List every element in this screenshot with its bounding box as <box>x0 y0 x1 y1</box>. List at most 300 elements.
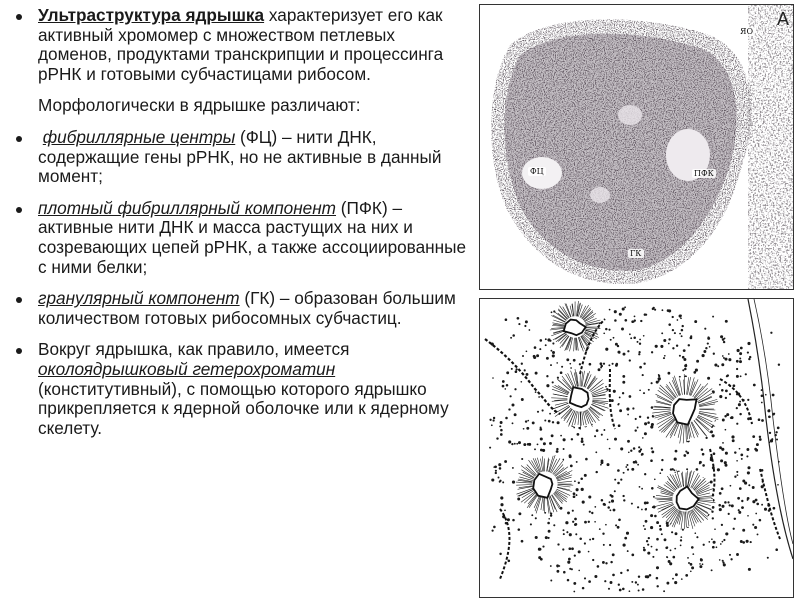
granule-dot <box>717 365 719 367</box>
granule-dot <box>692 553 694 555</box>
granule-dot <box>748 484 750 486</box>
granule-dot <box>608 329 610 331</box>
heterochromatin-thread <box>720 379 752 424</box>
text-column <box>14 6 472 450</box>
granule-dot <box>713 452 716 455</box>
granule-dot <box>631 581 633 583</box>
granule-dot <box>489 419 491 421</box>
granule-dot <box>747 499 749 501</box>
granule-dot <box>642 588 645 591</box>
granule-dot <box>556 450 559 453</box>
schematic-figure <box>479 298 794 598</box>
granule-dot <box>728 358 731 361</box>
granule-dot <box>776 438 778 440</box>
granule-dot <box>614 319 617 322</box>
granule-dot <box>588 580 591 583</box>
granule-dot <box>675 450 678 453</box>
granule-dot <box>560 371 563 374</box>
granule-dot <box>591 512 593 514</box>
granule-dot <box>635 429 637 431</box>
granule-dot <box>759 438 762 441</box>
granule-dot <box>658 374 660 376</box>
granule-dot <box>605 562 607 564</box>
granule-dot <box>644 528 646 530</box>
granule-dot <box>525 320 528 323</box>
granule-dot <box>540 437 543 440</box>
granule-dot <box>668 309 671 312</box>
granule-dot <box>639 339 641 341</box>
intro-title: Ультраструктура ядрышка <box>38 5 265 25</box>
granule-dot <box>599 528 601 530</box>
granule-dot <box>738 403 741 406</box>
granule-dot <box>499 553 501 555</box>
granule-dot <box>742 480 745 483</box>
granule-dot <box>512 334 515 337</box>
granule-dot <box>570 465 573 468</box>
granule-dot <box>618 403 620 405</box>
granule-dot <box>737 474 739 476</box>
granule-dot <box>511 403 514 406</box>
granule-dot <box>617 526 620 529</box>
granule-dot <box>690 337 693 340</box>
granule-dot <box>644 422 647 425</box>
granule-dot <box>634 316 636 318</box>
granule-dot <box>570 367 572 369</box>
granule-dot <box>571 438 573 440</box>
granule-dot <box>668 343 670 345</box>
granule-dot <box>527 420 529 422</box>
granule-dot <box>683 454 686 457</box>
granule-dot <box>603 544 605 546</box>
granule-dot <box>640 320 642 322</box>
granule-dot <box>719 559 721 561</box>
granule-dot <box>492 377 494 379</box>
paragraph-morph <box>14 96 472 116</box>
granule-dot <box>665 546 668 549</box>
granule-dot <box>629 395 632 398</box>
granule-dot <box>629 590 631 592</box>
granule-dot <box>663 339 666 342</box>
granule-dot <box>537 411 539 413</box>
granule-dot <box>686 468 688 470</box>
granule-dot <box>747 352 749 354</box>
granule-dot <box>523 443 526 446</box>
fc-text: (ФЦ) – нити ДНК, содержащие гены рРНК, но не активные в данный момент; <box>38 126 442 187</box>
granule-dot <box>721 363 724 366</box>
granule-dot <box>526 373 529 376</box>
granule-dot <box>759 436 761 438</box>
granule-dot <box>641 488 643 490</box>
granule-dot <box>639 416 641 418</box>
granule-dot <box>582 587 585 590</box>
granule-dot <box>550 580 552 582</box>
granule-dot <box>493 526 496 529</box>
granule-dot <box>656 566 659 569</box>
granule-dot <box>648 389 650 391</box>
granule-dot <box>705 347 707 349</box>
granule-dot <box>624 319 627 322</box>
granule-dot <box>725 452 728 455</box>
granule-dot <box>534 448 536 450</box>
granule-dot <box>569 363 571 365</box>
granule-dot <box>755 499 758 502</box>
granule-dot <box>617 345 619 347</box>
granule-dot <box>610 561 612 563</box>
granule-dot <box>668 338 670 340</box>
granule-dot <box>629 359 631 361</box>
granule-dot <box>563 571 566 574</box>
granule-dot <box>727 374 729 376</box>
granule-dot <box>720 459 723 462</box>
granule-dot <box>557 421 560 424</box>
granule-dot <box>639 366 642 369</box>
granule-dot <box>768 409 770 411</box>
granule-dot <box>605 524 607 526</box>
granule-dot <box>623 544 626 547</box>
granule-dot <box>546 357 549 360</box>
granule-dot <box>778 461 780 463</box>
granule-dot <box>722 355 724 357</box>
granule-dot <box>540 426 542 428</box>
granule-dot <box>682 356 685 359</box>
granule-dot <box>752 435 755 438</box>
granule-dot <box>499 425 501 427</box>
granule-dot <box>609 501 611 503</box>
granule-dot <box>584 521 587 524</box>
granule-dot <box>550 565 552 567</box>
granule-dot <box>643 549 646 552</box>
granule-dot <box>518 323 520 325</box>
granule-dot <box>737 349 740 352</box>
granule-dot <box>603 363 605 365</box>
granule-dot <box>569 533 572 536</box>
granule-dot <box>711 538 713 540</box>
granule-dot <box>690 563 693 566</box>
morph-intro: Морфологически в ядрышке различают: <box>38 95 361 116</box>
granule-dot <box>589 539 591 541</box>
granule-dot <box>712 517 714 519</box>
granule-dot <box>736 407 738 409</box>
granule-dot <box>594 575 597 578</box>
granule-dot <box>588 521 590 523</box>
schematic-image <box>480 299 793 597</box>
granule-dot <box>659 472 661 474</box>
granule-dot <box>609 494 611 496</box>
granule-dot <box>754 448 757 451</box>
granule-dot <box>724 358 727 361</box>
granule-dot <box>741 458 743 460</box>
granule-dot <box>685 574 688 577</box>
granule-dot <box>612 553 615 556</box>
granule-dot <box>747 342 750 345</box>
granule-dot <box>581 440 584 443</box>
granule-dot <box>540 449 543 452</box>
granule-dot <box>643 392 645 394</box>
granule-dot <box>729 554 731 556</box>
granule-dot <box>524 325 526 327</box>
granule-dot <box>677 319 679 321</box>
granule-dot <box>664 538 667 541</box>
granule-dot <box>499 467 502 470</box>
granule-dot <box>630 337 632 339</box>
granule-dot <box>506 384 509 387</box>
granule-dot <box>511 368 513 370</box>
granule-dot <box>567 511 570 514</box>
granule-dot <box>556 564 559 567</box>
granule-dot <box>580 477 583 480</box>
granule-dot <box>638 351 640 353</box>
granule-dot <box>688 562 690 564</box>
granule-dot <box>493 417 495 419</box>
granule-dot <box>500 496 503 499</box>
granule-dot <box>638 575 640 577</box>
granule-dot <box>721 524 723 526</box>
granule-dot <box>516 368 518 370</box>
granule-dot <box>645 314 647 316</box>
granule-dot <box>588 551 590 553</box>
granule-dot <box>615 524 617 526</box>
granule-dot <box>718 504 721 507</box>
granule-dot <box>638 590 640 592</box>
granule-dot <box>656 585 658 587</box>
granule-dot <box>504 460 507 463</box>
granule-dot <box>627 469 629 471</box>
granule-dot <box>546 375 548 377</box>
granule-dot <box>724 415 726 417</box>
granule-dot <box>719 384 721 386</box>
granule-dot <box>573 359 576 362</box>
granule-dot <box>650 425 653 428</box>
granule-dot <box>517 498 520 501</box>
granule-dot <box>659 528 662 531</box>
granule-dot <box>510 395 512 397</box>
granule-dot <box>777 427 780 430</box>
granule-dot <box>521 540 524 543</box>
granule-dot <box>664 355 666 357</box>
granule-dot <box>681 578 683 580</box>
granule-dot <box>769 442 771 444</box>
granule-dot <box>499 481 501 483</box>
granule-dot <box>547 338 550 341</box>
granule-dot <box>713 541 716 544</box>
granule-dot <box>607 506 610 509</box>
granule-dot <box>722 560 724 562</box>
granule-dot <box>508 408 510 410</box>
granule-dot <box>737 497 740 500</box>
granule-dot <box>747 399 749 401</box>
granule-dot <box>521 363 523 365</box>
granule-dot <box>506 371 509 374</box>
granule-dot <box>754 526 757 529</box>
granule-dot <box>661 459 663 461</box>
granule-dot <box>627 569 629 571</box>
granule-dot <box>529 329 531 331</box>
granule-dot <box>740 540 743 543</box>
granule-dot <box>621 328 624 331</box>
granule-dot <box>638 446 640 448</box>
granule-dot <box>699 563 701 565</box>
granule-dot <box>576 461 578 463</box>
granule-dot <box>622 495 624 497</box>
granule-dot <box>553 524 555 526</box>
granule-dot <box>614 438 617 441</box>
granule-dot <box>722 442 724 444</box>
granule-dot <box>668 323 671 326</box>
granule-dot <box>521 398 524 401</box>
granule-dot <box>526 427 529 430</box>
granule-dot <box>747 471 750 474</box>
granule-dot <box>668 560 671 563</box>
granule-dot <box>761 504 763 506</box>
granule-dot <box>523 428 525 430</box>
granule-dot <box>618 518 621 521</box>
granule-dot <box>498 463 501 466</box>
granule-dot <box>642 374 644 376</box>
granule-dot <box>656 549 658 551</box>
granule-dot <box>572 510 574 512</box>
granule-dot <box>775 548 778 551</box>
fibrillar-center <box>516 455 573 514</box>
granule-dot <box>495 470 497 472</box>
granule-dot <box>708 541 710 543</box>
granule-dot <box>752 524 754 526</box>
granule-dot <box>720 543 722 545</box>
granule-dot <box>510 337 512 339</box>
granule-dot <box>637 427 639 429</box>
granule-dot <box>656 577 659 580</box>
granule-dot <box>547 522 550 525</box>
granule-dot <box>573 582 576 585</box>
granule-dot <box>765 394 767 396</box>
granule-dot <box>645 520 648 523</box>
granule-dot <box>568 547 571 550</box>
granule-dot <box>661 332 663 334</box>
granule-dot <box>601 434 603 436</box>
granule-dot <box>681 335 683 337</box>
granule-dot <box>705 437 707 439</box>
granule-dot <box>739 360 742 363</box>
granule-dot <box>730 558 732 560</box>
granule-dot <box>648 537 650 539</box>
granule-dot <box>680 315 682 317</box>
granule-dot <box>711 511 713 513</box>
granule-dot <box>635 418 637 420</box>
granule-dot <box>602 532 604 534</box>
granule-dot <box>637 506 639 508</box>
granule-dot <box>551 311 553 313</box>
granule-dot <box>714 528 716 530</box>
granule-dot <box>702 563 704 565</box>
granule-dot <box>756 443 759 446</box>
granule-dot <box>505 417 508 420</box>
granule-dot <box>611 500 614 503</box>
granule-dot <box>491 478 494 481</box>
granule-dot <box>581 438 583 440</box>
granule-dot <box>615 364 618 367</box>
granule-dot <box>725 390 728 393</box>
granule-dot <box>672 578 674 580</box>
granule-dot <box>640 448 642 450</box>
granule-dot <box>712 546 715 549</box>
granule-dot <box>527 443 530 446</box>
granule-dot <box>545 536 548 539</box>
paragraph-pfk <box>14 199 472 277</box>
granule-dot <box>742 529 745 532</box>
granule-dot <box>745 373 747 375</box>
granule-dot <box>702 464 705 467</box>
granule-dot <box>696 360 699 363</box>
granule-dot <box>725 429 727 431</box>
granule-dot <box>619 409 622 412</box>
granule-dot <box>595 471 597 473</box>
granule-dot <box>688 344 690 346</box>
granule-dot <box>739 448 741 450</box>
granule-dot <box>568 559 570 561</box>
granule-dot <box>512 422 514 424</box>
granule-dot <box>610 581 613 584</box>
granule-dot <box>680 539 682 541</box>
granule-dot <box>577 433 580 436</box>
granule-dot <box>738 511 741 514</box>
granule-dot <box>627 414 629 416</box>
granule-dot <box>747 466 750 469</box>
granule-dot <box>670 468 672 470</box>
granule-dot <box>579 363 581 365</box>
granule-dot <box>594 506 596 508</box>
granule-dot <box>622 588 625 591</box>
granule-dot <box>574 518 577 521</box>
granule-dot <box>725 397 727 399</box>
granule-dot <box>682 369 684 371</box>
granule-dot <box>515 370 518 373</box>
granule-dot <box>739 487 742 490</box>
granule-dot <box>641 509 643 511</box>
granule-dot <box>536 354 539 357</box>
granule-dot <box>518 528 521 531</box>
granule-dot <box>578 570 580 572</box>
granule-dot <box>770 332 772 334</box>
granule-dot <box>611 399 614 402</box>
granule-dot <box>638 353 640 355</box>
granule-dot <box>525 420 527 422</box>
granule-dot <box>633 321 635 323</box>
fibrillar-center <box>550 301 601 351</box>
granule-dot <box>722 419 725 422</box>
granule-dot <box>661 309 663 311</box>
granule-dot <box>778 364 780 366</box>
granule-dot <box>731 504 734 507</box>
granule-dot <box>595 451 597 453</box>
intro-text: характеризует его как активный хромомер с множеством петлевых доменов, продуктами транскрипции и процессинга рРНК и готовыми субчастицами рибосом. <box>38 5 444 84</box>
granule-dot <box>505 318 508 321</box>
granule-dot <box>683 358 686 361</box>
granule-dot <box>620 479 622 481</box>
granule-dot <box>620 572 622 574</box>
granule-dot <box>563 448 565 450</box>
granule-dot <box>696 468 699 471</box>
granule-dot <box>631 503 633 505</box>
granule-dot <box>723 357 725 359</box>
granule-dot <box>674 458 677 461</box>
granule-dot <box>719 492 722 495</box>
granule-dot <box>651 487 654 490</box>
granule-dot <box>492 419 494 421</box>
granule-dot <box>518 441 521 444</box>
granule-dot <box>721 505 724 508</box>
granule-dot <box>720 335 723 338</box>
granule-dot <box>584 542 586 544</box>
granule-dot <box>772 413 774 415</box>
